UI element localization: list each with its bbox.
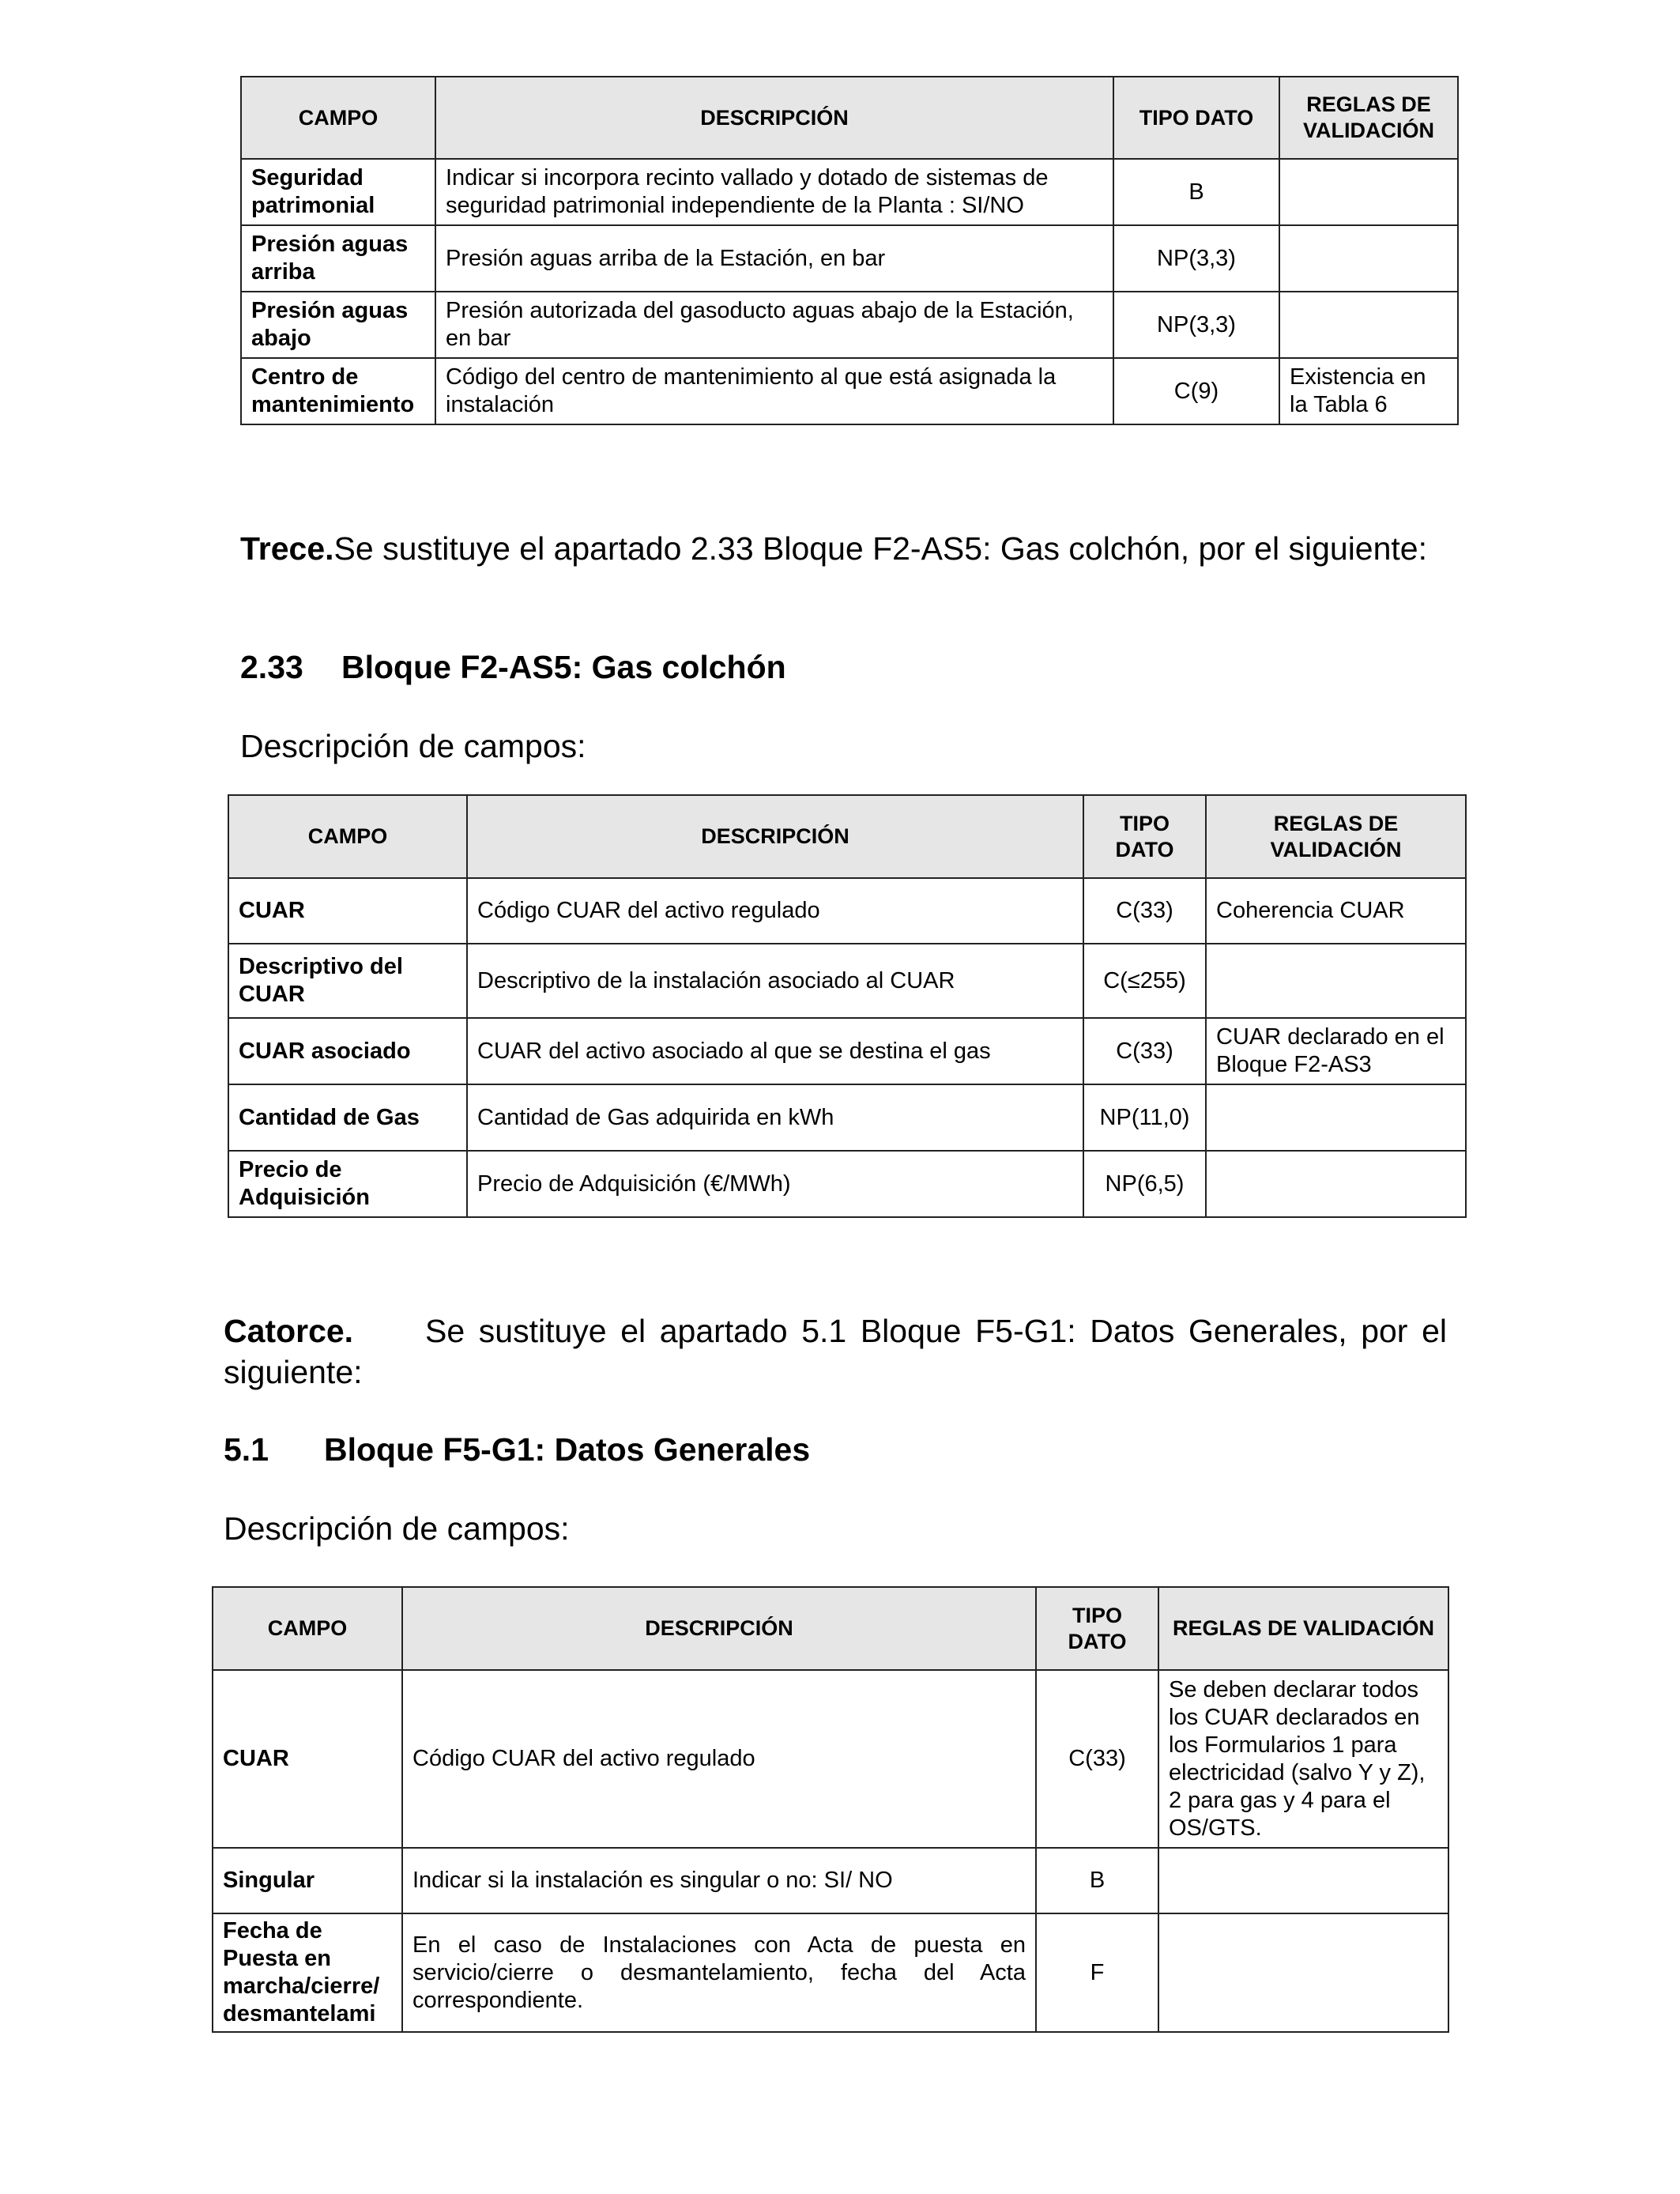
cell-campo: CUAR asociado [228,1018,467,1084]
table-continuation [240,76,1459,425]
amendment-lead: Catorce. [224,1313,354,1349]
amendment-text: Se sustituye el apartado 2.33 Bloque F2-AS5: Gas colchón, por el siguiente: [333,530,1427,567]
cell-campo: Cantidad de Gas [228,1084,467,1151]
section-title: Bloque F5-G1: Datos Generales [324,1431,811,1468]
section-number: 2.33 [240,649,303,685]
amendment-lead: Trece. [240,530,334,567]
cell-descripcion: Presión autorizada del gasoducto aguas abajo de la Estación, en bar [435,292,1113,358]
cell-reglas [1279,159,1458,225]
cell-tipo: B [1036,1848,1158,1913]
cell-reglas: Coherencia CUAR [1206,878,1466,944]
fields-description-label: Descripción de campos: [224,1510,570,1547]
table-header-row [241,77,1458,159]
cell-descripcion: Código del centro de mantenimiento al que está asignada la instalación [435,358,1113,424]
cell-reglas: CUAR declarado en el Bloque F2-AS3 [1206,1018,1466,1084]
cell-campo: CUAR [228,878,467,944]
header-tipo-dato: TIPO DATO [1083,795,1206,878]
cell-reglas [1158,1848,1448,1913]
header-campo: CAMPO [228,795,467,878]
table-row [228,1151,1466,1217]
amendment-paragraph-trece [240,528,1457,569]
table-row [228,1018,1466,1084]
table-row [213,1670,1448,1848]
amendment-paragraph-catorce [224,1310,1447,1393]
fields-table-datos-generales [212,1586,1449,2033]
header-campo: CAMPO [241,77,435,159]
fields-table-gas-colchon [228,794,1467,1218]
cell-reglas [1206,1084,1466,1151]
cell-descripcion: Indicar si la instalación es singular o no: SI/ NO [402,1848,1036,1913]
table-row [241,358,1458,424]
header-descripcion: DESCRIPCIÓN [467,795,1083,878]
cell-descripcion: Descriptivo de la instalación asociado al CUAR [467,944,1083,1018]
cell-tipo: F [1036,1913,1158,2032]
table-header-row [228,795,1466,878]
cell-tipo: NP(11,0) [1083,1084,1206,1151]
cell-campo: Seguridad patrimonial [241,159,435,225]
cell-descripcion: Código CUAR del activo regulado [402,1670,1036,1848]
table-row [241,225,1458,292]
cell-tipo: B [1113,159,1279,225]
cell-descripcion: Indicar si incorpora recinto vallado y dotado de sistemas de seguridad patrimonial independiente de la Planta : SI/NO [435,159,1113,225]
cell-tipo: NP(6,5) [1083,1151,1206,1217]
cell-campo: Centro de mantenimiento [241,358,435,424]
cell-reglas [1206,1151,1466,1217]
cell-campo: Singular [213,1848,402,1913]
table-row [228,944,1466,1018]
header-descripcion: DESCRIPCIÓN [435,77,1113,159]
cell-descripcion: Precio de Adquisición (€/MWh) [467,1151,1083,1217]
section-heading [240,647,786,688]
header-reglas-validacion: REGLAS DE VALIDACIÓN [1158,1587,1448,1670]
section-title: Bloque F2-AS5: Gas colchón [341,649,786,685]
header-descripcion: DESCRIPCIÓN [402,1587,1036,1670]
fields-description-label: Descripción de campos: [240,728,586,764]
cell-reglas: Existencia en la Tabla 6 [1279,358,1458,424]
table-row [213,1913,1448,2032]
cell-campo: CUAR [213,1670,402,1848]
cell-tipo: C(33) [1083,1018,1206,1084]
cell-tipo: C(9) [1113,358,1279,424]
cell-campo: Descriptivo del CUAR [228,944,467,1018]
table-row [213,1848,1448,1913]
header-reglas-validacion: REGLAS DE VALIDACIÓN [1279,77,1458,159]
cell-reglas [1158,1913,1448,2032]
cell-tipo: C(≤255) [1083,944,1206,1018]
cell-descripcion: CUAR del activo asociado al que se destina el gas [467,1018,1083,1084]
cell-tipo: C(33) [1083,878,1206,944]
cell-tipo: C(33) [1036,1670,1158,1848]
cell-descripcion: Código CUAR del activo regulado [467,878,1083,944]
cell-reglas [1279,292,1458,358]
cell-descripcion: Presión aguas arriba de la Estación, en bar [435,225,1113,292]
amendment-text: Se sustituye el apartado 5.1 Bloque F5-G1: Datos Generales, por el siguiente: [224,1313,1447,1390]
cell-campo: Fecha de Puesta en marcha/cierre/ desmantelami [213,1913,402,2032]
header-tipo-dato: TIPO DATO [1113,77,1279,159]
table-header-row [213,1587,1448,1670]
header-campo: CAMPO [213,1587,402,1670]
section-number: 5.1 [224,1431,269,1468]
header-reglas-validacion: REGLAS DE VALIDACIÓN [1206,795,1466,878]
cell-campo: Presión aguas arriba [241,225,435,292]
cell-reglas: Se deben declarar todos los CUAR declarados en los Formularios 1 para electricidad (salvo Y y Z), 2 para gas y 4 para el OS/GTS. [1158,1670,1448,1848]
table-row [241,292,1458,358]
cell-descripcion: Cantidad de Gas adquirida en kWh [467,1084,1083,1151]
cell-descripcion: En el caso de Instalaciones con Acta de puesta en servicio/cierre o desmantelamiento, fecha del Acta correspondiente. [402,1913,1036,2032]
section-heading [224,1429,810,1470]
table-row [228,1084,1466,1151]
cell-reglas [1279,225,1458,292]
cell-campo: Presión aguas abajo [241,292,435,358]
table-row [228,878,1466,944]
cell-reglas [1206,944,1466,1018]
table-row [241,159,1458,225]
cell-tipo: NP(3,3) [1113,292,1279,358]
cell-tipo: NP(3,3) [1113,225,1279,292]
cell-campo: Precio de Adquisición [228,1151,467,1217]
header-tipo-dato: TIPO DATO [1036,1587,1158,1670]
